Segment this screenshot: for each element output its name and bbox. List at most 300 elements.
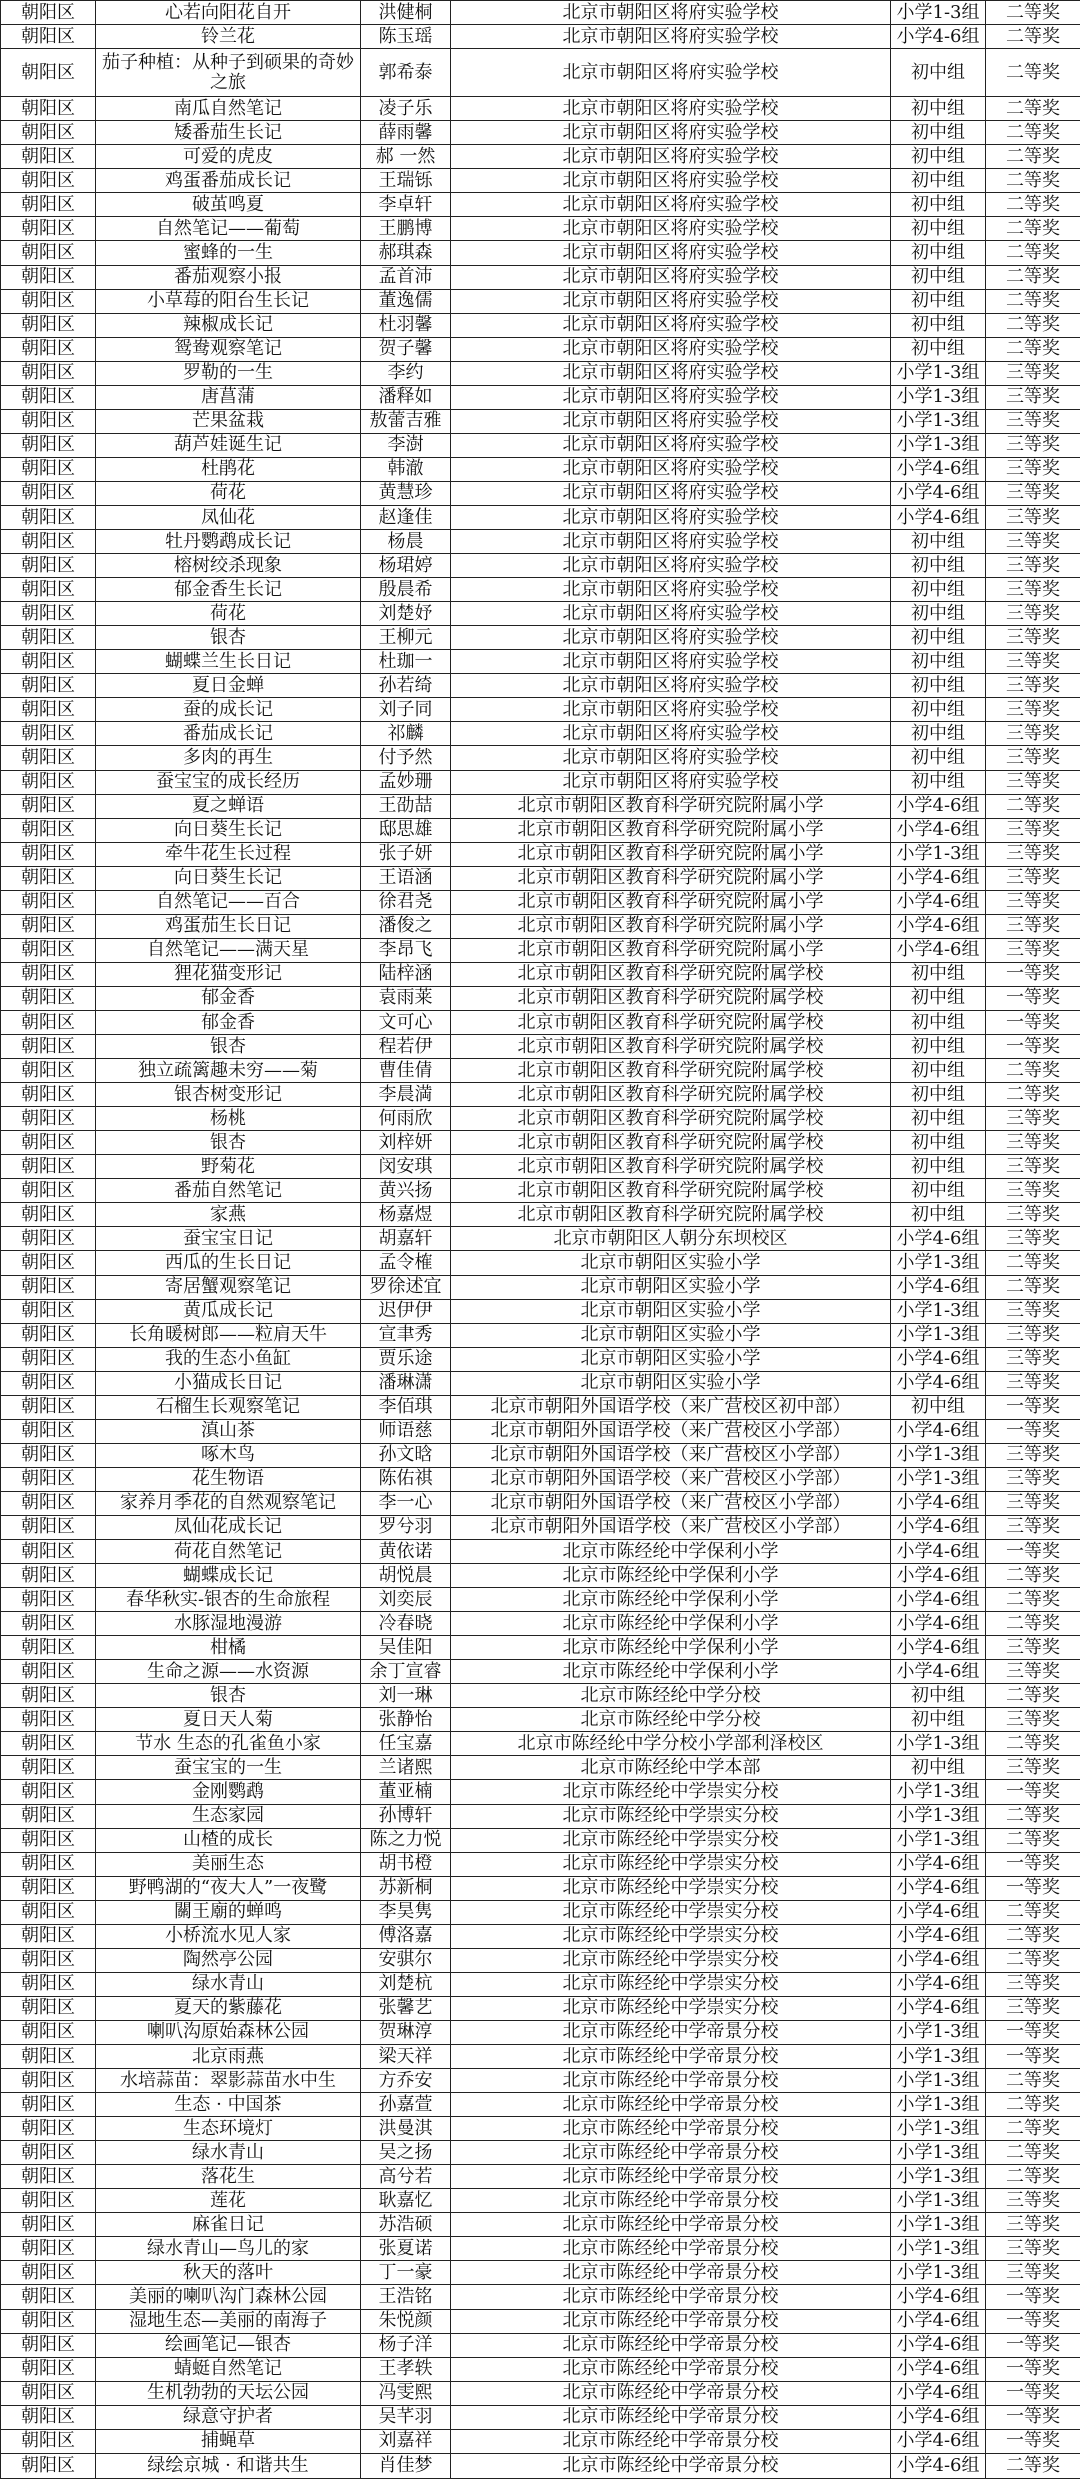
award-cell: 一等奖 <box>986 986 1080 1010</box>
author-cell: 师语慈 <box>361 1419 451 1443</box>
author-cell: 邸思雄 <box>361 818 451 842</box>
group-cell: 初中组 <box>891 265 986 289</box>
award-cell: 二等奖 <box>986 193 1080 217</box>
group-cell: 初中组 <box>891 1203 986 1227</box>
award-cell: 二等奖 <box>986 337 1080 361</box>
school-cell: 北京市陈经纶中学崇实分校 <box>451 1900 891 1924</box>
group-cell: 小学4-6组 <box>891 794 986 818</box>
author-cell: 徐君尧 <box>361 890 451 914</box>
table-row <box>1 1107 1080 1131</box>
school-cell: 北京市陈经纶中学帝景分校 <box>451 2117 891 2141</box>
award-cell: 三等奖 <box>986 746 1080 770</box>
district-cell: 朝阳区 <box>1 1540 96 1564</box>
group-cell: 小学1-3组 <box>891 433 986 457</box>
entry-title-cell: 葫芦娃诞生记 <box>96 433 361 457</box>
school-cell: 北京市朝阳区将府实验学校 <box>451 25 891 49</box>
school-cell: 北京市陈经纶中学帝景分校 <box>451 2405 891 2429</box>
entry-title-cell: 關王廟的蝉鸣 <box>96 1900 361 1924</box>
group-cell: 小学4-6组 <box>891 866 986 890</box>
entry-title-cell: 家燕 <box>96 1203 361 1227</box>
entry-title-cell: 自然笔记——满天星 <box>96 938 361 962</box>
award-cell: 二等奖 <box>986 794 1080 818</box>
entry-title-cell: 绿水青山—鸟儿的家 <box>96 2237 361 2261</box>
author-cell: 闵安琪 <box>361 1155 451 1179</box>
entry-title-cell: 金刚鹦鹉 <box>96 1780 361 1804</box>
district-cell: 朝阳区 <box>1 938 96 962</box>
table-row <box>1 433 1080 457</box>
author-cell: 孟首沛 <box>361 265 451 289</box>
award-cell: 三等奖 <box>986 361 1080 385</box>
group-cell: 小学4-6组 <box>891 1564 986 1588</box>
table-row <box>1 1636 1080 1660</box>
award-cell: 三等奖 <box>986 674 1080 698</box>
author-cell: 孟妙珊 <box>361 770 451 794</box>
group-cell: 小学4-6组 <box>891 1636 986 1660</box>
group-cell: 小学4-6组 <box>891 1972 986 1996</box>
entry-title-cell: 石榴生长观察笔记 <box>96 1395 361 1419</box>
school-cell: 北京市朝阳区将府实验学校 <box>451 626 891 650</box>
school-cell: 北京市朝阳区将府实验学校 <box>451 385 891 409</box>
school-cell: 北京市朝阳区实验小学 <box>451 1251 891 1275</box>
school-cell: 北京市朝阳区将府实验学校 <box>451 193 891 217</box>
district-cell: 朝阳区 <box>1 1588 96 1612</box>
district-cell: 朝阳区 <box>1 1251 96 1275</box>
entry-title-cell: 绘画笔记—银杏 <box>96 2333 361 2357</box>
award-cell: 三等奖 <box>986 938 1080 962</box>
district-cell: 朝阳区 <box>1 1828 96 1852</box>
entry-title-cell: 荷花 <box>96 602 361 626</box>
district-cell: 朝阳区 <box>1 1155 96 1179</box>
district-cell: 朝阳区 <box>1 650 96 674</box>
author-cell: 董亚楠 <box>361 1780 451 1804</box>
award-cell: 三等奖 <box>986 1491 1080 1515</box>
entry-title-cell: 麻雀日记 <box>96 2213 361 2237</box>
district-cell: 朝阳区 <box>1 2405 96 2429</box>
district-cell: 朝阳区 <box>1 1876 96 1900</box>
group-cell: 小学1-3组 <box>891 2117 986 2141</box>
group-cell: 小学4-6组 <box>891 1540 986 1564</box>
group-cell: 初中组 <box>891 1395 986 1419</box>
award-cell: 三等奖 <box>986 1443 1080 1467</box>
award-cell: 一等奖 <box>986 2405 1080 2429</box>
entry-title-cell: 生命之源——水资源 <box>96 1660 361 1684</box>
table-row <box>1 1924 1080 1948</box>
author-cell: 刘子同 <box>361 698 451 722</box>
group-cell: 初中组 <box>891 241 986 265</box>
group-cell: 小学4-6组 <box>891 818 986 842</box>
school-cell: 北京市朝阳区人朝分东坝校区 <box>451 1227 891 1251</box>
table-row <box>1 2117 1080 2141</box>
school-cell: 北京市朝阳区将府实验学校 <box>451 1 891 25</box>
district-cell: 朝阳区 <box>1 1443 96 1467</box>
award-cell: 三等奖 <box>986 1179 1080 1203</box>
table-row <box>1 193 1080 217</box>
entry-title-cell: 可爱的虎皮 <box>96 145 361 169</box>
entry-title-cell: 野鸭湖的“夜大人”一夜鹭 <box>96 1876 361 1900</box>
school-cell: 北京市朝阳区实验小学 <box>451 1371 891 1395</box>
group-cell: 小学1-3组 <box>891 2141 986 2165</box>
entry-title-cell: 湿地生态—美丽的南海子 <box>96 2309 361 2333</box>
author-cell: 耿嘉忆 <box>361 2189 451 2213</box>
author-cell: 郝 一然 <box>361 145 451 169</box>
table-row <box>1 2309 1080 2333</box>
entry-title-cell: 美丽的喇叭沟门森林公园 <box>96 2285 361 2309</box>
author-cell: 冷春晓 <box>361 1612 451 1636</box>
entry-title-cell: 美丽生态 <box>96 1852 361 1876</box>
table-row <box>1 1 1080 25</box>
district-cell: 朝阳区 <box>1 2093 96 2117</box>
group-cell: 小学1-3组 <box>891 2045 986 2069</box>
group-cell: 初中组 <box>891 313 986 337</box>
table-row <box>1 2357 1080 2381</box>
school-cell: 北京市朝阳外国语学校（来广营校区小学部） <box>451 1467 891 1491</box>
award-cell: 三等奖 <box>986 914 1080 938</box>
school-cell: 北京市陈经纶中学本部 <box>451 1756 891 1780</box>
award-cell: 三等奖 <box>986 1467 1080 1491</box>
author-cell: 余丁宣睿 <box>361 1660 451 1684</box>
group-cell: 小学4-6组 <box>891 2429 986 2453</box>
school-cell: 北京市朝阳区将府实验学校 <box>451 554 891 578</box>
district-cell: 朝阳区 <box>1 49 96 97</box>
district-cell: 朝阳区 <box>1 2189 96 2213</box>
author-cell: 赵逢佳 <box>361 506 451 530</box>
author-cell: 程若伊 <box>361 1035 451 1059</box>
table-row <box>1 1612 1080 1636</box>
school-cell: 北京市朝阳区教育科学研究院附属小学 <box>451 818 891 842</box>
award-cell: 一等奖 <box>986 2381 1080 2405</box>
district-cell: 朝阳区 <box>1 2237 96 2261</box>
school-cell: 北京市朝阳区教育科学研究院附属学校 <box>451 1107 891 1131</box>
entry-title-cell: 荷花自然笔记 <box>96 1540 361 1564</box>
award-cell: 二等奖 <box>986 145 1080 169</box>
table-row <box>1 145 1080 169</box>
group-cell: 小学4-6组 <box>891 1852 986 1876</box>
district-cell: 朝阳区 <box>1 1612 96 1636</box>
award-cell: 三等奖 <box>986 626 1080 650</box>
school-cell: 北京市朝阳区将府实验学校 <box>451 265 891 289</box>
school-cell: 北京市朝阳区教育科学研究院附属小学 <box>451 842 891 866</box>
group-cell: 小学4-6组 <box>891 1419 986 1443</box>
entry-title-cell: 绿水青山 <box>96 2141 361 2165</box>
entry-title-cell: 蝴蝶成长记 <box>96 1564 361 1588</box>
table-row <box>1 2213 1080 2237</box>
table-row <box>1 2381 1080 2405</box>
district-cell: 朝阳区 <box>1 818 96 842</box>
entry-title-cell: 多肉的再生 <box>96 746 361 770</box>
author-cell: 贾乐途 <box>361 1347 451 1371</box>
school-cell: 北京市朝阳区将府实验学校 <box>451 457 891 481</box>
school-cell: 北京市朝阳区将府实验学校 <box>451 361 891 385</box>
award-cell: 二等奖 <box>986 1900 1080 1924</box>
author-cell: 张静怡 <box>361 1708 451 1732</box>
award-cell: 二等奖 <box>986 2069 1080 2093</box>
school-cell: 北京市陈经纶中学崇实分校 <box>451 1780 891 1804</box>
author-cell: 黄兴扬 <box>361 1179 451 1203</box>
entry-title-cell: 小桥流水见人家 <box>96 1924 361 1948</box>
district-cell: 朝阳区 <box>1 1852 96 1876</box>
district-cell: 朝阳区 <box>1 289 96 313</box>
author-cell: 刘楚杭 <box>361 1972 451 1996</box>
group-cell: 小学1-3组 <box>891 2069 986 2093</box>
group-cell: 初中组 <box>891 1083 986 1107</box>
author-cell: 刘嘉祥 <box>361 2429 451 2453</box>
award-cell: 三等奖 <box>986 385 1080 409</box>
table-row <box>1 1684 1080 1708</box>
award-cell: 三等奖 <box>986 1323 1080 1347</box>
author-cell: 梁天祥 <box>361 2045 451 2069</box>
author-cell: 祁麟 <box>361 722 451 746</box>
group-cell: 初中组 <box>891 650 986 674</box>
school-cell: 北京市陈经纶中学帝景分校 <box>451 2285 891 2309</box>
school-cell: 北京市陈经纶中学分校 <box>451 1708 891 1732</box>
school-cell: 北京市陈经纶中学崇实分校 <box>451 1972 891 1996</box>
entry-title-cell: 春华秋实-银杏的生命旅程 <box>96 1588 361 1612</box>
school-cell: 北京市朝阳区将府实验学校 <box>451 169 891 193</box>
district-cell: 朝阳区 <box>1 986 96 1010</box>
group-cell: 小学4-6组 <box>891 1660 986 1684</box>
entry-title-cell: 水豚湿地漫游 <box>96 1612 361 1636</box>
award-cell: 三等奖 <box>986 530 1080 554</box>
district-cell: 朝阳区 <box>1 241 96 265</box>
award-cell: 三等奖 <box>986 2189 1080 2213</box>
district-cell: 朝阳区 <box>1 1419 96 1443</box>
award-cell: 二等奖 <box>986 1275 1080 1299</box>
entry-title-cell: 野菊花 <box>96 1155 361 1179</box>
award-cell: 二等奖 <box>986 1804 1080 1828</box>
author-cell: 朱悦颜 <box>361 2309 451 2333</box>
district-cell: 朝阳区 <box>1 25 96 49</box>
school-cell: 北京市陈经纶中学帝景分校 <box>451 2189 891 2213</box>
author-cell: 陆梓涵 <box>361 962 451 986</box>
author-cell: 杨晨 <box>361 530 451 554</box>
school-cell: 北京市朝阳区将府实验学校 <box>451 313 891 337</box>
school-cell: 北京市朝阳外国语学校（来广营校区小学部） <box>451 1491 891 1515</box>
author-cell: 胡嘉轩 <box>361 1227 451 1251</box>
entry-title-cell: 向日葵生长记 <box>96 866 361 890</box>
district-cell: 朝阳区 <box>1 433 96 457</box>
group-cell: 小学4-6组 <box>891 506 986 530</box>
award-cell: 一等奖 <box>986 1419 1080 1443</box>
group-cell: 初中组 <box>891 746 986 770</box>
entry-title-cell: 南瓜自然笔记 <box>96 97 361 121</box>
group-cell: 小学4-6组 <box>891 1996 986 2020</box>
entry-title-cell: 独立疏篱趣未穷——菊 <box>96 1059 361 1083</box>
entry-title-cell: 夏天的紫藤花 <box>96 1996 361 2020</box>
award-list-body <box>1 1 1080 2479</box>
award-cell: 三等奖 <box>986 1996 1080 2020</box>
group-cell: 小学1-3组 <box>891 409 986 433</box>
award-cell: 三等奖 <box>986 457 1080 481</box>
entry-title-cell: 落花生 <box>96 2165 361 2189</box>
school-cell: 北京市朝阳区教育科学研究院附属学校 <box>451 1203 891 1227</box>
award-cell: 二等奖 <box>986 217 1080 241</box>
school-cell: 北京市朝阳区将府实验学校 <box>451 49 891 97</box>
author-cell: 刘一琳 <box>361 1684 451 1708</box>
entry-title-cell: 铃兰花 <box>96 25 361 49</box>
school-cell: 北京市朝阳区实验小学 <box>451 1347 891 1371</box>
award-cell: 二等奖 <box>986 241 1080 265</box>
group-cell: 初中组 <box>891 602 986 626</box>
table-row <box>1 49 1080 97</box>
table-row <box>1 1708 1080 1732</box>
award-cell: 三等奖 <box>986 554 1080 578</box>
table-row <box>1 866 1080 890</box>
district-cell: 朝阳区 <box>1 2333 96 2357</box>
table-row <box>1 1564 1080 1588</box>
entry-title-cell: 夏日金蝉 <box>96 674 361 698</box>
author-cell: 苏新桐 <box>361 1876 451 1900</box>
entry-title-cell: 夏日天人菊 <box>96 1708 361 1732</box>
district-cell: 朝阳区 <box>1 1972 96 1996</box>
author-cell: 潘琳潇 <box>361 1371 451 1395</box>
group-cell: 初中组 <box>891 1059 986 1083</box>
group-cell: 小学4-6组 <box>891 481 986 505</box>
group-cell: 小学4-6组 <box>891 2357 986 2381</box>
group-cell: 小学1-3组 <box>891 1804 986 1828</box>
group-cell: 初中组 <box>891 193 986 217</box>
group-cell: 小学1-3组 <box>891 1732 986 1756</box>
group-cell: 初中组 <box>891 698 986 722</box>
award-cell: 二等奖 <box>986 169 1080 193</box>
entry-title-cell: 荷花 <box>96 481 361 505</box>
author-cell: 张夏诺 <box>361 2237 451 2261</box>
group-cell: 小学1-3组 <box>891 1443 986 1467</box>
entry-title-cell: 银杏 <box>96 1035 361 1059</box>
group-cell: 小学4-6组 <box>891 1347 986 1371</box>
table-row <box>1 2045 1080 2069</box>
group-cell: 小学4-6组 <box>891 1371 986 1395</box>
entry-title-cell: 心若向阳花自开 <box>96 1 361 25</box>
district-cell: 朝阳区 <box>1 1804 96 1828</box>
group-cell: 初中组 <box>891 626 986 650</box>
school-cell: 北京市陈经纶中学崇实分校 <box>451 1996 891 2020</box>
award-cell: 二等奖 <box>986 1732 1080 1756</box>
school-cell: 北京市朝阳区教育科学研究院附属学校 <box>451 1059 891 1083</box>
award-cell: 三等奖 <box>986 1155 1080 1179</box>
group-cell: 小学4-6组 <box>891 1612 986 1636</box>
table-row <box>1 770 1080 794</box>
entry-title-cell: 夏之蝉语 <box>96 794 361 818</box>
table-row <box>1 602 1080 626</box>
group-cell: 初中组 <box>891 1010 986 1034</box>
author-cell: 文可心 <box>361 1010 451 1034</box>
group-cell: 初中组 <box>891 49 986 97</box>
table-row <box>1 1083 1080 1107</box>
district-cell: 朝阳区 <box>1 1924 96 1948</box>
district-cell: 朝阳区 <box>1 337 96 361</box>
entry-title-cell: 自然笔记——葡萄 <box>96 217 361 241</box>
award-cell: 三等奖 <box>986 1371 1080 1395</box>
district-cell: 朝阳区 <box>1 2357 96 2381</box>
group-cell: 初中组 <box>891 1756 986 1780</box>
district-cell: 朝阳区 <box>1 1299 96 1323</box>
author-cell: 罗兮羽 <box>361 1515 451 1539</box>
district-cell: 朝阳区 <box>1 97 96 121</box>
group-cell: 初中组 <box>891 1107 986 1131</box>
author-cell: 刘奕辰 <box>361 1588 451 1612</box>
school-cell: 北京市朝阳区教育科学研究院附属学校 <box>451 1010 891 1034</box>
award-cell: 三等奖 <box>986 1347 1080 1371</box>
district-cell: 朝阳区 <box>1 457 96 481</box>
award-cell: 二等奖 <box>986 2453 1080 2478</box>
school-cell: 北京市陈经纶中学崇实分校 <box>451 1804 891 1828</box>
table-row <box>1 2333 1080 2357</box>
group-cell: 小学4-6组 <box>891 457 986 481</box>
district-cell: 朝阳区 <box>1 1708 96 1732</box>
table-row <box>1 506 1080 530</box>
school-cell: 北京市陈经纶中学帝景分校 <box>451 2141 891 2165</box>
entry-title-cell: 芒果盆栽 <box>96 409 361 433</box>
entry-title-cell: 辣椒成长记 <box>96 313 361 337</box>
group-cell: 小学1-3组 <box>891 2093 986 2117</box>
district-cell: 朝阳区 <box>1 2213 96 2237</box>
table-row <box>1 938 1080 962</box>
district-cell: 朝阳区 <box>1 1564 96 1588</box>
entry-title-cell: 西瓜的生长日记 <box>96 1251 361 1275</box>
author-cell: 张馨艺 <box>361 1996 451 2020</box>
author-cell: 王劭喆 <box>361 794 451 818</box>
table-row <box>1 289 1080 313</box>
district-cell: 朝阳区 <box>1 313 96 337</box>
school-cell: 北京市朝阳外国语学校（来广营校区小学部） <box>451 1443 891 1467</box>
school-cell: 北京市陈经纶中学保利小学 <box>451 1660 891 1684</box>
author-cell: 孙若绮 <box>361 674 451 698</box>
award-cell: 一等奖 <box>986 1852 1080 1876</box>
entry-title-cell: 凤仙花 <box>96 506 361 530</box>
table-row <box>1 1155 1080 1179</box>
entry-title-cell: 郁金香 <box>96 986 361 1010</box>
group-cell: 小学4-6组 <box>891 1275 986 1299</box>
entry-title-cell: 银杏树变形记 <box>96 1083 361 1107</box>
group-cell: 小学1-3组 <box>891 2189 986 2213</box>
school-cell: 北京市朝阳区教育科学研究院附属学校 <box>451 986 891 1010</box>
group-cell: 小学4-6组 <box>891 2381 986 2405</box>
entry-title-cell: 鸡蛋番茄成长记 <box>96 169 361 193</box>
author-cell: 吴佳阳 <box>361 1636 451 1660</box>
school-cell: 北京市陈经纶中学帝景分校 <box>451 2165 891 2189</box>
entry-title-cell: 柑橘 <box>96 1636 361 1660</box>
award-cell: 三等奖 <box>986 2261 1080 2285</box>
table-row <box>1 2020 1080 2044</box>
award-cell: 三等奖 <box>986 866 1080 890</box>
group-cell: 初中组 <box>891 121 986 145</box>
author-cell: 李晨満 <box>361 1083 451 1107</box>
school-cell: 北京市朝阳区教育科学研究院附属小学 <box>451 866 891 890</box>
table-row <box>1 890 1080 914</box>
award-cell: 三等奖 <box>986 602 1080 626</box>
author-cell: 刘楚妤 <box>361 602 451 626</box>
group-cell: 初中组 <box>891 1035 986 1059</box>
award-cell: 三等奖 <box>986 842 1080 866</box>
group-cell: 小学1-3组 <box>891 1780 986 1804</box>
group-cell: 小学1-3组 <box>891 842 986 866</box>
author-cell: 方乔安 <box>361 2069 451 2093</box>
entry-title-cell: 节水 生态的孔雀鱼小家 <box>96 1732 361 1756</box>
author-cell: 李澍 <box>361 433 451 457</box>
district-cell: 朝阳区 <box>1 2309 96 2333</box>
school-cell: 北京市朝阳区将府实验学校 <box>451 698 891 722</box>
award-cell: 一等奖 <box>986 1780 1080 1804</box>
author-cell: 杨珺婷 <box>361 554 451 578</box>
award-cell: 二等奖 <box>986 2093 1080 2117</box>
district-cell: 朝阳区 <box>1 1996 96 2020</box>
table-row <box>1 1227 1080 1251</box>
district-cell: 朝阳区 <box>1 1660 96 1684</box>
author-cell: 李昊隽 <box>361 1900 451 1924</box>
group-cell: 小学1-3组 <box>891 1828 986 1852</box>
district-cell: 朝阳区 <box>1 890 96 914</box>
entry-title-cell: 牡丹鹦鹉成长记 <box>96 530 361 554</box>
